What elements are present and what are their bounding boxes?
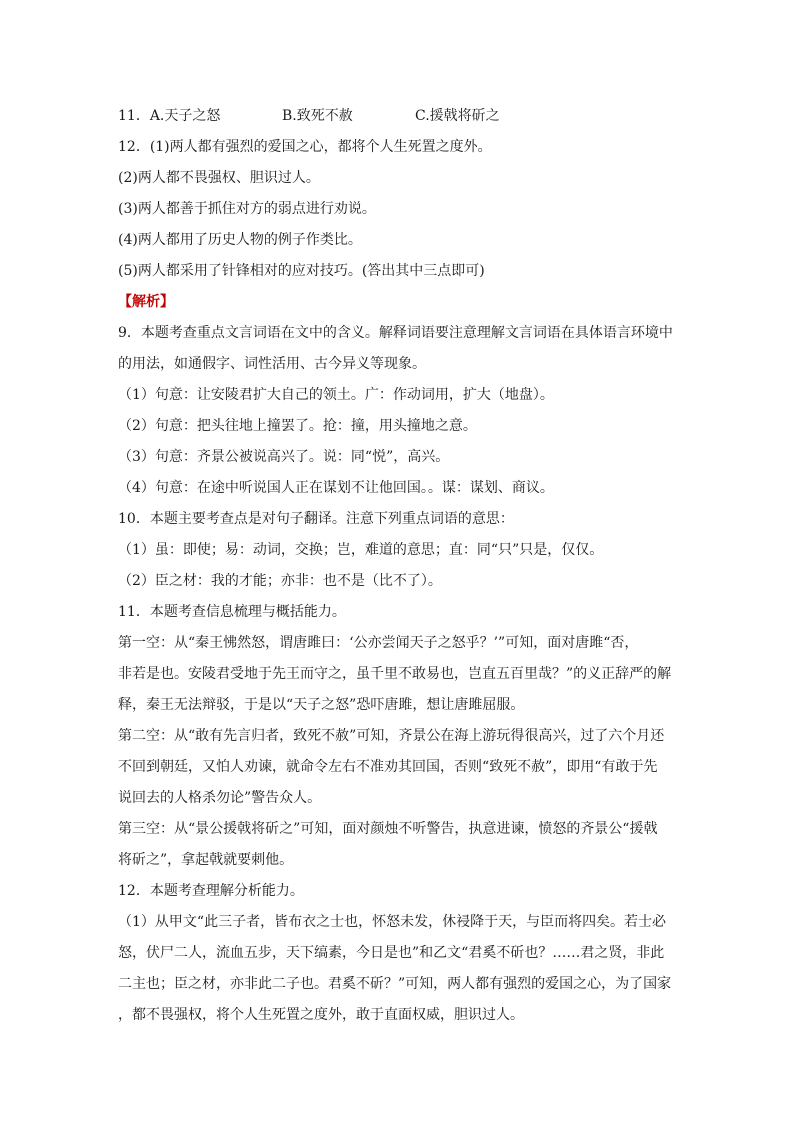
analysis-line: 非若是也。安陵君受地于先王而守之，虽千里不敢易也，岂直五百里哉？”的义正辞严的解: [118, 666, 672, 682]
analysis-line: 10．本题主要考查点是对句子翻译。注意下列重点词语的意思：: [118, 511, 514, 527]
analysis-line: 第一空：从“秦王怫然怒，谓唐雎曰：‘公亦尝闻天子之怒乎？’”可知，面对唐雎“否，: [118, 635, 639, 651]
answer-content: [118, 101, 678, 1031]
analysis-line: 二主也；臣之材，亦非此二子也。君奚不斫？”可知，两人都有强烈的爱国之心，为了国家: [118, 976, 672, 992]
answer-11-option-a: 11．A.天子之怒: [118, 108, 221, 124]
analysis-line: （1）虽：即使；易：动词，交换；岂，难道的意思；直：同“只”只是，仅仅。: [118, 542, 604, 558]
analysis-line: （1）从甲文“此三子者，皆布衣之士也，怀怒未发，休祲降于天，与臣而将四矣。若士必: [118, 914, 667, 930]
analysis-line: 9．本题考查重点文言词语在文中的含义。解释词语要注意理解文言词语在具体语言环境中: [118, 325, 673, 341]
analysis-line: 的用法，如通假字、词性活用、古今异义等现象。: [118, 356, 426, 372]
analysis-line: （3）句意：齐景公被说高兴了。说：同“悦”，高兴。: [118, 449, 450, 465]
analysis-line: ，都不畏强权，将个人生死置之度外，敢于直面权威，胆识过人。: [118, 1007, 524, 1023]
analysis-line: 怒，伏尸二人，流血五步，天下缟素，今日是也”和乙文“君奚不斫也？……君之贤，非此: [118, 945, 665, 961]
answer-12-point-5: (5)两人都采用了针锋相对的应对技巧。(答出其中三点即可): [118, 263, 485, 279]
analysis-line: （1）句意：让安陵君扩大自己的领土。广：作动词用，扩大（地盘）。: [118, 387, 554, 403]
answer-12-point-4: (4)两人都用了历史人物的例子作类比。: [118, 232, 362, 248]
analysis-line: 释，秦王无法辩驳，于是以“天子之怒”恐吓唐雎，想让唐雎屈服。: [118, 697, 525, 713]
analysis-heading: 【解析】: [118, 294, 174, 310]
analysis-line: 12．本题考查理解分析能力。: [118, 883, 304, 899]
analysis-line: 不回到朝廷，又怕人劝谏，就命令左右不准劝其回国，否则“致死不赦”，即用“有敢于先: [118, 759, 658, 775]
answer-11-option-c: C.援戟将斫之: [415, 108, 500, 124]
analysis-line: （2）句意：把头往地上撞罢了。抢：撞，用头撞地之意。: [118, 418, 477, 434]
analysis-line: （4）句意：在途中听说国人正在谋划不让他回国。。谋：谋划、商议。: [118, 480, 554, 496]
answer-11-option-b: B.致死不赦: [282, 108, 353, 124]
answer-12-point-3: (3)两人都善于抓住对方的弱点进行劝说。: [118, 201, 376, 217]
analysis-line: 将斫之”，拿起戟就要刺他。: [118, 852, 294, 868]
answer-12-point-2: (2)两人都不畏强权、胆识过人。: [118, 170, 320, 186]
analysis-line: 说回去的人格杀勿论”警告众人。: [118, 790, 322, 806]
answer-12-point-1: 12．(1)两人都有强烈的爱国之心，都将个人生死置之度外。: [118, 139, 492, 155]
analysis-line: 第二空：从“敢有先言归者，致死不赦”可知，齐景公在海上游玩得很高兴，过了六个月还: [118, 728, 665, 744]
analysis-line: 11．本题考查信息梳理与概括能力。: [118, 604, 346, 620]
analysis-line: 第三空：从“景公援戟将斫之”可知，面对颜烛不听警告，执意进谏，愤怒的齐景公“援戟: [118, 821, 658, 837]
analysis-line: （2）臣之材：我的才能；亦非：也不是（比不了）。: [118, 573, 442, 589]
answer-11-line: [118, 101, 678, 132]
